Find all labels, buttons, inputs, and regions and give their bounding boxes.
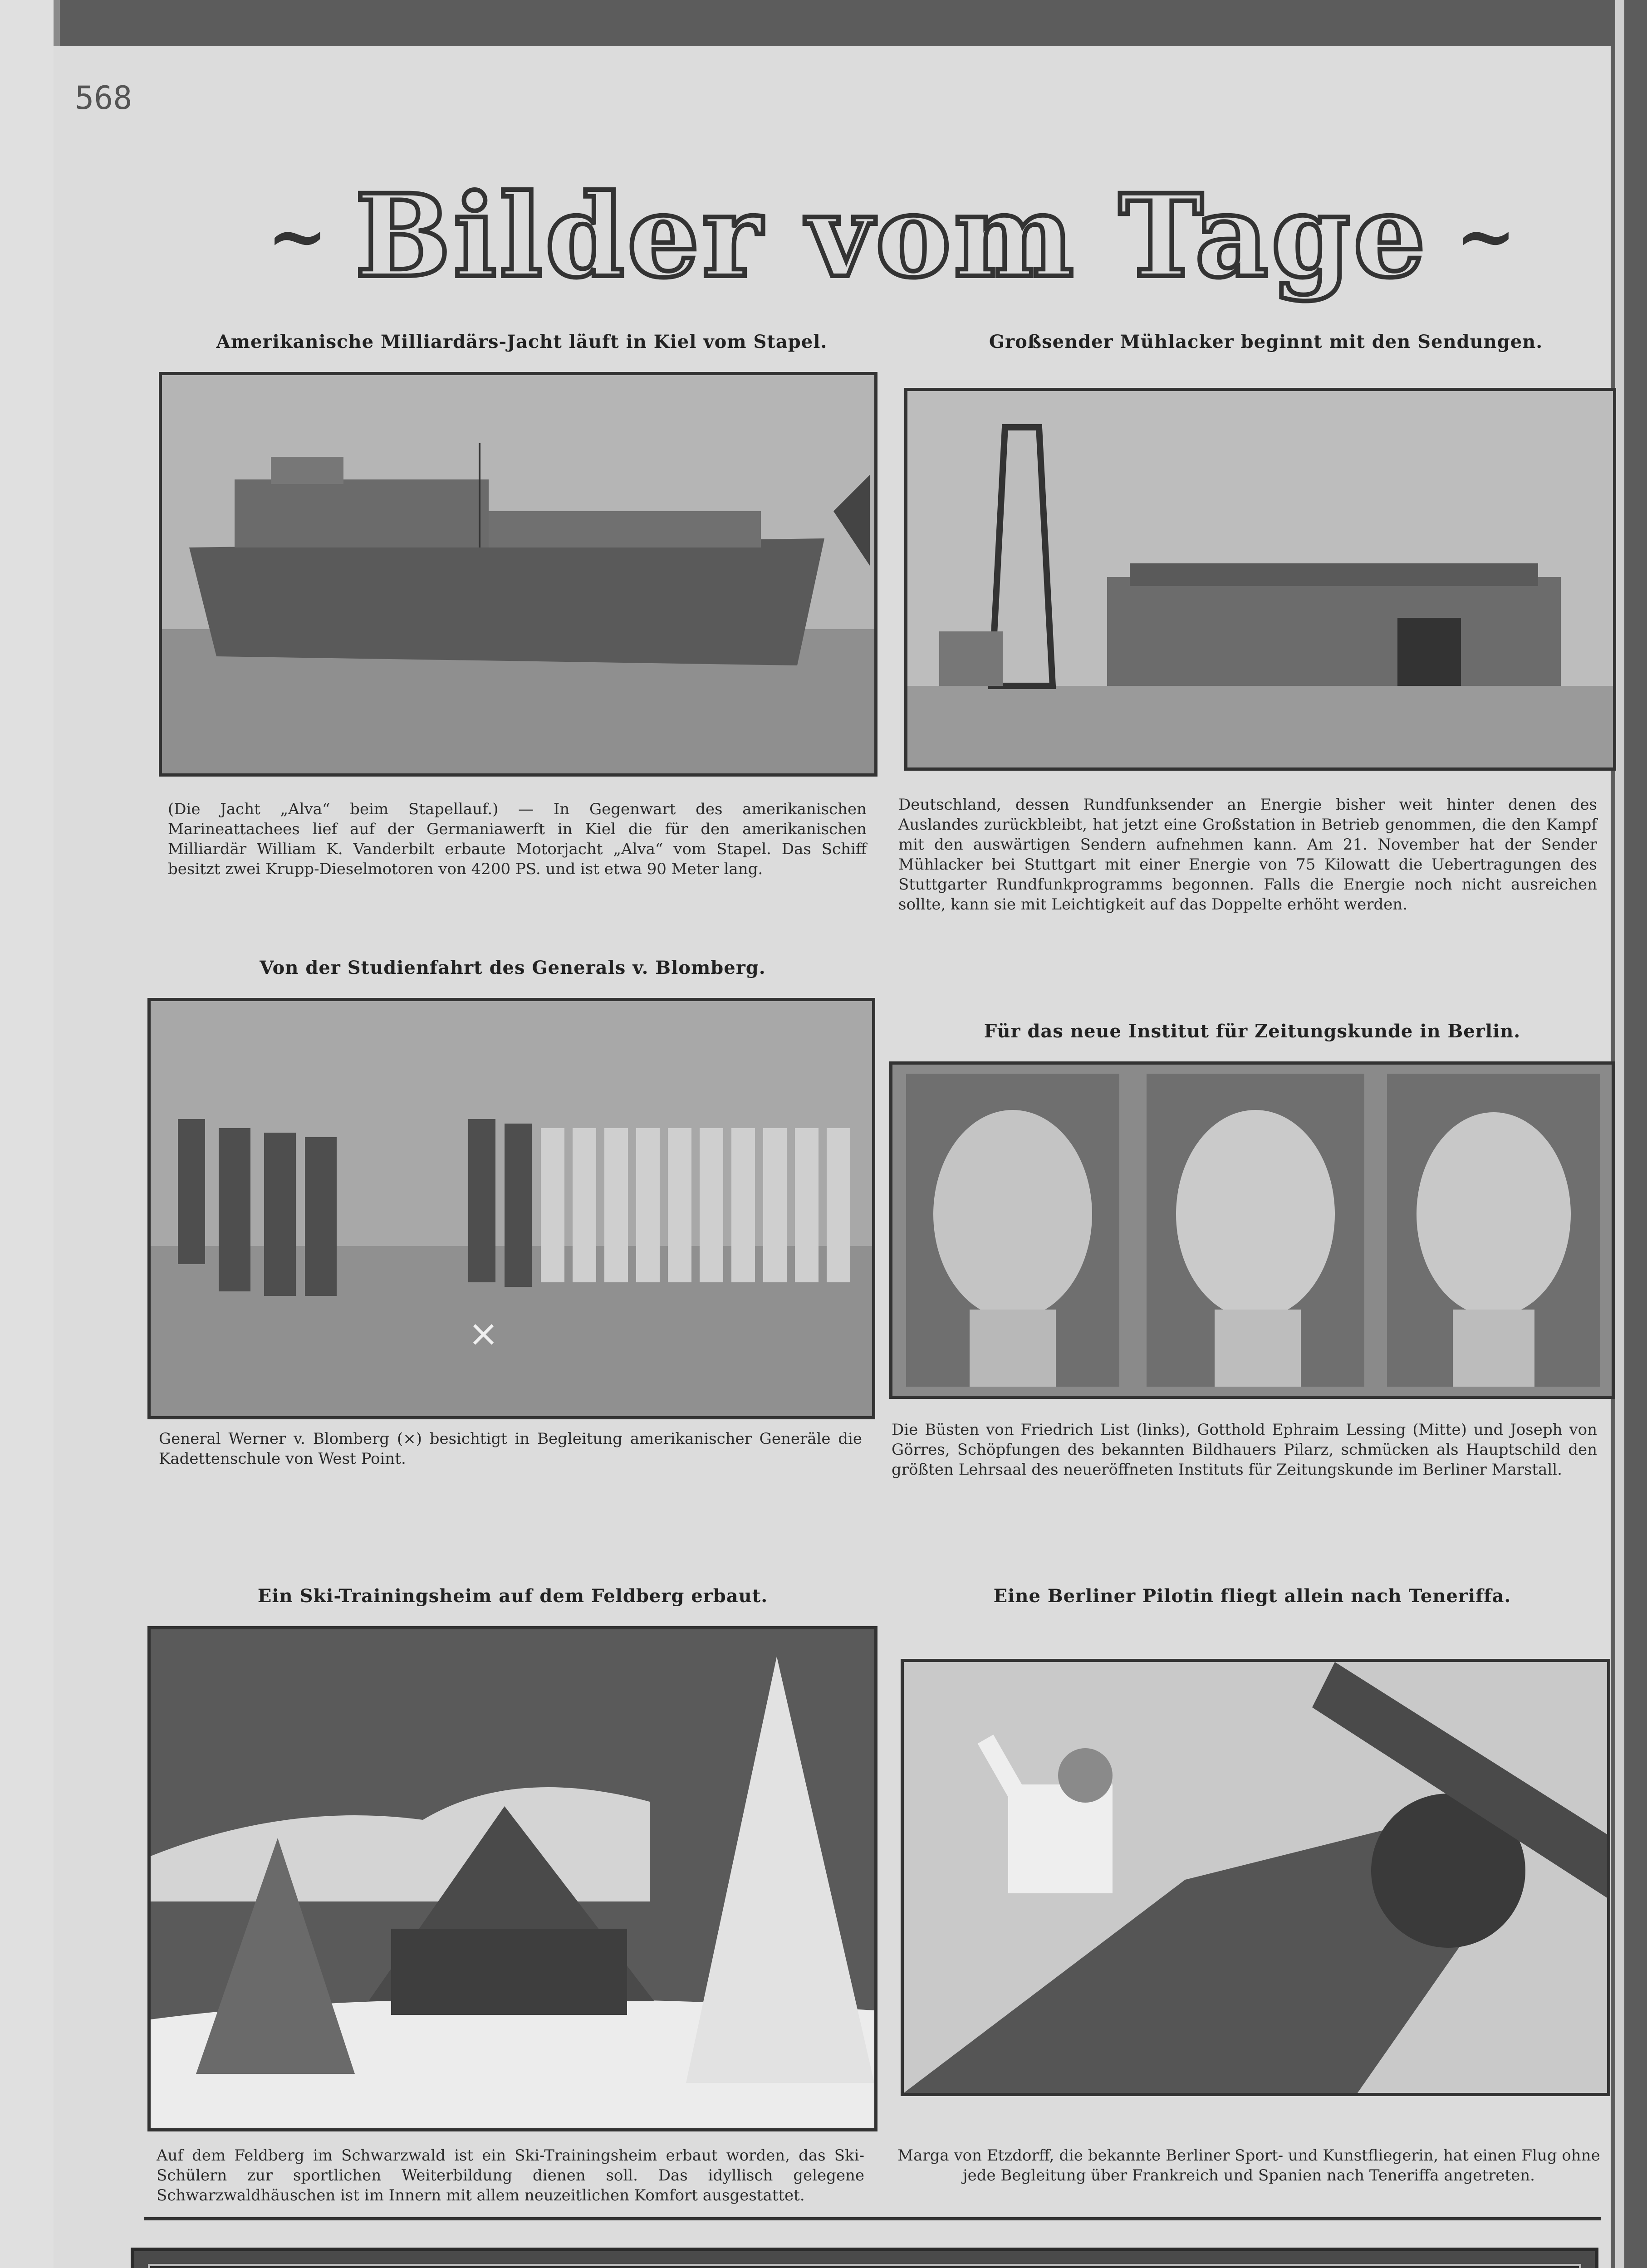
swash-left: ~ bbox=[267, 193, 328, 279]
photo-muehlacker-transmitter bbox=[904, 388, 1616, 771]
photo-yacht-launch bbox=[159, 372, 877, 777]
story-headline-blomberg: Von der Studienfahrt des Generals v. Blomberg. bbox=[260, 957, 766, 978]
swash-right: ~ bbox=[1455, 193, 1516, 279]
story-caption-pilot: Marga von Etzdorff, die bekannte Berliner Sport- und Kunstfliegerin, hat einen Flug ohne jede Begleitung über Frankreich und Spanien nach Teneriffa angetreten. bbox=[897, 2146, 1600, 2185]
story-caption-busts: Die Büsten von Friedrich List (links), Gotthold Ephraim Lessing (Mitte) und Joseph von Görres, Schöpfungen des bekannten Bildhauers Pilarz, schmücken als Hauptschild den größten Lehrsaal des neueröffneten Instituts für Zeitungskunde im Berliner Marstall. bbox=[892, 1421, 1597, 1479]
advertisement-frame bbox=[148, 2264, 1581, 2268]
photo-west-point-cadets bbox=[147, 998, 875, 1419]
chlorodont-advertisement bbox=[131, 2248, 1598, 2268]
page-number: 568 bbox=[75, 79, 132, 117]
story-headline-ski: Ein Ski-Trainingsheim auf dem Feldberg erbaut. bbox=[257, 1585, 768, 1607]
story-headline-busts: Für das neue Institut für Zeitungskunde in Berlin. bbox=[984, 1021, 1521, 1042]
photo-busts bbox=[889, 1061, 1615, 1399]
svg-text:×: × bbox=[468, 1312, 499, 1354]
story-headline-pilot: Eine Berliner Pilotin fliegt allein nach Teneriffa. bbox=[993, 1585, 1511, 1607]
story-headline-transmitter: Großsender Mühlacker beginnt mit den Sendungen. bbox=[989, 331, 1543, 352]
story-caption-transmitter: Deutschland, dessen Rundfunksender an Energie bisher weit hinter denen des Auslandes zurückbleibt, hat jetzt eine Großstation in Betrieb genommen, die den Kampf mit den auswärtigen Sendern aufnehmen kann. Am 21. November hat der Sender Mühlacker bei Stuttgart mit einer Energie von 75 Kilowatt die Uebertragungen des Stuttgarter Rundfunkprogramms begonnen. Falls die Energie noch nicht ausreichen sollte, kann sie mit Leichtigkeit auf das Doppelte erhöht werden. bbox=[898, 796, 1597, 914]
photo-pilot-aircraft bbox=[901, 1659, 1610, 2096]
page-title: Bilder vom Tage bbox=[355, 169, 1428, 303]
masthead bbox=[245, 168, 1538, 304]
story-caption-blomberg: General Werner v. Blomberg (×) besichtigt in Begleitung amerikanischer Generäle die Kadettenschule von West Point. bbox=[159, 1430, 862, 1468]
story-headline-yacht: Amerikanische Milliardärs-Jacht läuft in Kiel vom Stapel. bbox=[216, 331, 828, 352]
story-caption-yacht: (Die Jacht „Alva“ beim Stapellauf.) — In Gegenwart des amerikanischen Marineattachees lief auf der Germaniawerft in Kiel die für den amerikanischen Milliardär William K. Vanderbilt erbaute Motorjacht „Alva“ vom Stapel. Das Schiff besitzt zwei Krupp-Dieselmotoren von 4200 PS. und ist etwa 90 Meter lang. bbox=[168, 800, 867, 878]
binding-strip bbox=[0, 0, 60, 2268]
ad-slogan bbox=[186, 2266, 1385, 2268]
photo-ski-lodge bbox=[147, 1626, 877, 2131]
story-caption-ski: Auf dem Feldberg im Schwarzwald ist ein Ski-Trainingsheim erbaut worden, das Ski-Schülern zur sportlichen Weiterbildung dienen soll. Das idyllisch gelegene Schwarzwaldhäuschen ist im Innern mit allem neuzeitlichen Komfort ausgestattet. bbox=[157, 2146, 864, 2204]
advertisement-rule bbox=[144, 2217, 1601, 2220]
